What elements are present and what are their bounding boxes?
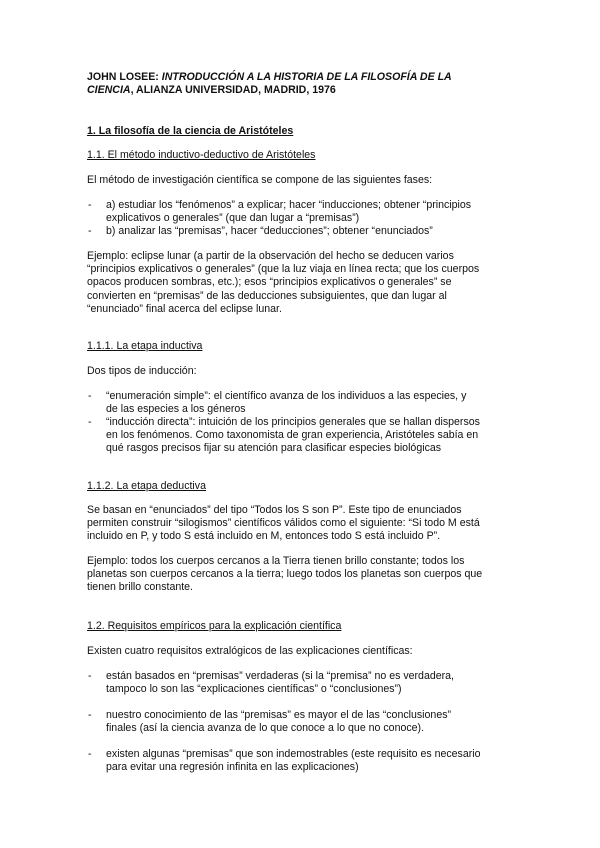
book-title-cont: CIENCIA	[87, 84, 131, 97]
list-item: - “inducción directa”: intuición de los principios generales que se hallan dispersos en los fenómenos. Como taxonomista de gran experiencia, Aristóteles sabía en qué rasgos precisos fijar su atención para clasificar especies biológicas	[88, 416, 480, 455]
list-item: - están basados en “premisas” verdaderas (si la “premisa” no es verdadera, tampoco lo son las “explicaciones científicas” o “conclusiones”)	[88, 670, 454, 696]
header-line-2	[87, 84, 527, 97]
section-1-1-heading: 1.1. El método inductivo-deductivo de Aristóteles	[87, 149, 316, 161]
bullet-dash: -	[88, 709, 92, 721]
list-item: - “enumeración simple”: el científico avanza de los individuos a las especies, y de las especies a los géneros	[88, 390, 467, 416]
bullet-dash: -	[88, 199, 92, 211]
section-1-1-1-heading: 1.1.1. La etapa inductiva	[87, 340, 203, 352]
bullet-dash: -	[88, 416, 92, 428]
section-1-1-example: Ejemplo: eclipse lunar (a partir de la observación del hecho se deducen varios “principios explicativos o generales” (que la luz viaja en línea recta; que los cuerpos opacos producen sombras, etc.); esos “principios explicativos o generales” se convierten en “premisas” de las deducciones subsiguientes, que dan lugar al “enunciado” final acerca del eclipse lunar.	[87, 250, 480, 315]
section-1-1-2-heading: 1.1.2. La etapa deductiva	[87, 480, 206, 492]
list-item: - existen algunas “premisas” que son indemostrables (este requisito es necesario para evitar una regresión infinita en las explicaciones)	[88, 748, 481, 774]
list-item: - nuestro conocimiento de las “premisas” es mayor el de las “conclusiones” finales (así la ciencia avanza de lo que conoce a lo que no conoce).	[88, 709, 452, 735]
section-1-2-heading: 1.2. Requisitos empíricos para la explicación científica	[87, 620, 342, 632]
document-header	[87, 71, 527, 97]
list-item: - a) estudiar los “fenómenos” a explicar; hacer “inducciones; obtener “principios explicativos o generales” (que dan lugar a “premisas”)	[88, 199, 472, 225]
section-1-1-2-example: Ejemplo: todos los cuerpos cercanos a la Tierra tienen brillo constante; todos los planetas son cuerpos cercanos a la tierra; luego todos los planetas son cuerpos que tienen brillo constante.	[87, 555, 483, 594]
bullet-dash: -	[88, 225, 92, 237]
publisher: , ALIANZA UNIVERSIDAD, MADRID, 1976	[130, 84, 336, 97]
section-1-heading: 1. La filosofía de la ciencia de Aristóteles	[87, 125, 294, 137]
book-title: INTRODUCCIÓN A LA HISTORIA DE LA FILOSOFÍA DE LA	[161, 71, 452, 83]
list-item: - b) analizar las “premisas”, hacer “deducciones”; obtener “enunciados”	[88, 225, 433, 237]
section-1-1-1-intro: Dos tipos de inducción:	[87, 365, 197, 377]
section-1-1-2-paragraph: Se basan en “enunciados” del tipo “Todos los S son P”. Este tipo de enunciados permiten construir “silogismos” científicos válidos como el siguiente: “Si todo M está incluido en P, y todo S está incluido en M, entonces todo S está incluido P”.	[87, 504, 480, 543]
section-1-1-intro: El método de investigación científica se compone de las siguientes fases:	[87, 174, 433, 186]
bullet-dash: -	[88, 748, 92, 760]
section-1-2-intro: Existen cuatro requisitos extralógicos de las explicaciones científicas:	[87, 645, 413, 657]
bullet-dash: -	[88, 670, 92, 682]
bullet-dash: -	[88, 390, 92, 402]
header-line-1: JOHN LOSEE: INTRODUCCIÓN A LA HISTORIA DE LA FILOSOFÍA DE LA	[87, 71, 452, 83]
